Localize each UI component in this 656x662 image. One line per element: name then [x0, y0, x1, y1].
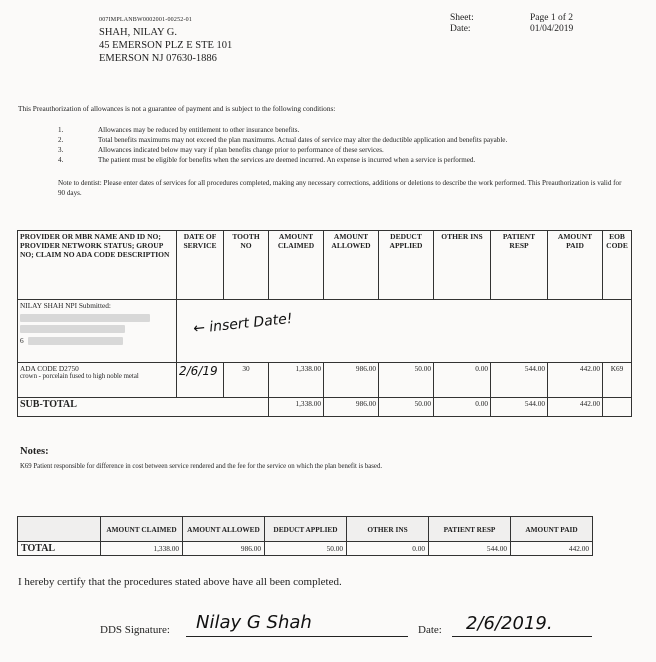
subtotal-label: SUB-TOTAL: [18, 398, 269, 417]
signature-date-label: Date:: [418, 624, 442, 636]
eob-code: K69: [603, 363, 632, 398]
condition-item: 2. Total benefits maximums may not exceed the plan maximums. Actual dates of service may alter the deductible application and benefits payable.: [58, 136, 508, 144]
subtotal-other: 0.00: [434, 398, 491, 417]
condition-item: 1. Allowances may be reduced by entitlement to other insurance benefits.: [58, 126, 300, 134]
notes-heading: Notes:: [20, 446, 49, 457]
handwritten-signature: Nilay G Shah: [196, 612, 312, 633]
totals-col-allowed: AMOUNT ALLOWED: [183, 517, 265, 542]
redacted-block: [28, 337, 123, 345]
date-value: 01/04/2019: [530, 24, 574, 34]
sheet-labels: [450, 13, 474, 35]
total-claimed: 1,338.00: [101, 542, 183, 556]
total-resp: 544.00: [429, 542, 511, 556]
signature-label: DDS Signature:: [100, 624, 170, 636]
dentist-note: Note to dentist: Please enter dates of services for all procedures completed, making any necessary corrections, additions or deletions to describe the work performed. This Preauthorization is valid for 90 days.: [58, 179, 622, 197]
totals-row: [18, 542, 593, 556]
provider-fragment: 6: [20, 336, 24, 345]
col-eob: EOB CODE: [603, 231, 632, 300]
handwritten-date: 2/6/2019.: [466, 613, 553, 634]
col-other: OTHER INS: [434, 231, 491, 300]
totals-label: TOTAL: [18, 542, 101, 556]
col-date: DATE OF SERVICE: [177, 231, 224, 300]
sheet-label: Sheet:: [450, 13, 474, 23]
certification-text: I hereby certify that the procedures stated above have all been completed.: [18, 576, 342, 588]
date-line: [452, 636, 592, 637]
document-code: 007IMPLANBW0002001-00252-01: [99, 17, 193, 23]
conditions-list: [58, 125, 507, 165]
amount-paid: 442.00: [548, 363, 603, 398]
col-deduct: DEDUCT APPLIED: [379, 231, 434, 300]
totals-col-other: OTHER INS: [347, 517, 429, 542]
condition-item: 3. Allowances indicated below may vary if plan benefits change prior to performance of these services.: [58, 146, 384, 154]
signature-line: [186, 636, 408, 637]
sheet-values: [530, 13, 573, 35]
redacted-block: [20, 314, 150, 322]
redacted-block: [20, 325, 125, 333]
subtotal-resp: 544.00: [491, 398, 548, 417]
totals-col-resp: PATIENT RESP: [429, 517, 511, 542]
totals-col-claimed: AMOUNT CLAIMED: [101, 517, 183, 542]
totals-col-paid: AMOUNT PAID: [511, 517, 593, 542]
subtotal-deduct: 50.00: [379, 398, 434, 417]
handwritten-insert-date: ← insert Date!: [192, 310, 294, 338]
total-allowed: 986.00: [183, 542, 265, 556]
totals-table: [17, 516, 593, 556]
other-ins: 0.00: [434, 363, 491, 398]
col-provider: PROVIDER OR MBR NAME AND ID NO; PROVIDER NETWORK STATUS; GROUP NO; CLAIM NO ADA CODE DESCRIPTION: [18, 231, 177, 300]
col-tooth: TOOTH NO: [224, 231, 269, 300]
addressee-name: SHAH, NILAY G.: [99, 27, 177, 38]
col-allowed: AMOUNT ALLOWED: [324, 231, 379, 300]
tooth-number: 30: [224, 363, 269, 398]
claim-table-header: [18, 231, 632, 300]
totals-col-deduct: DEDUCT APPLIED: [265, 517, 347, 542]
total-other: 0.00: [347, 542, 429, 556]
service-desc: ADA CODE D2750 crown - porcelain fused to high noble metal: [18, 363, 177, 398]
amount-allowed: 986.00: [324, 363, 379, 398]
subtotal-row: [18, 398, 632, 417]
handwritten-arrow: ←: [192, 320, 206, 338]
intro-text: This Preauthorization of allowances is not a guarantee of payment and is subject to the following conditions:: [18, 104, 336, 113]
amount-claimed: 1,338.00: [269, 363, 324, 398]
patient-resp: 544.00: [491, 363, 548, 398]
addressee-block: [99, 26, 232, 65]
date-label: Date:: [450, 24, 471, 34]
condition-item: 4. The patient must be eligible for benefits when the services are deemed incurred. An expense is incurred when a service is performed.: [58, 156, 476, 164]
col-paid: AMOUNT PAID: [548, 231, 603, 300]
notes-text: K69 Patient responsible for difference in cost between service rendered and the fee for the service on which the plan benefit is based.: [20, 463, 383, 470]
provider-name: NILAY SHAH NPI Submitted:: [20, 301, 111, 310]
sheet-value: Page 1 of 2: [530, 13, 574, 23]
addressee-street: 45 EMERSON PLZ E STE 101: [99, 40, 233, 51]
subtotal-claimed: 1,338.00: [269, 398, 324, 417]
subtotal-eob: [603, 398, 632, 417]
col-claimed: AMOUNT CLAIMED: [269, 231, 324, 300]
service-row: [18, 363, 632, 398]
total-paid: 442.00: [511, 542, 593, 556]
handwritten-area: [177, 300, 632, 363]
claim-table: [17, 230, 632, 417]
total-deduct: 50.00: [265, 542, 347, 556]
subtotal-paid: 442.00: [548, 398, 603, 417]
deduct-applied: 50.00: [379, 363, 434, 398]
col-resp: PATIENT RESP: [491, 231, 548, 300]
totals-blank: [18, 517, 101, 542]
provider-row: [18, 300, 632, 363]
totals-header: [18, 517, 593, 542]
subtotal-allowed: 986.00: [324, 398, 379, 417]
addressee-city: EMERSON NJ 07630-1886: [99, 53, 217, 64]
service-date: 2/6/19: [177, 363, 224, 398]
provider-cell: [18, 300, 177, 363]
